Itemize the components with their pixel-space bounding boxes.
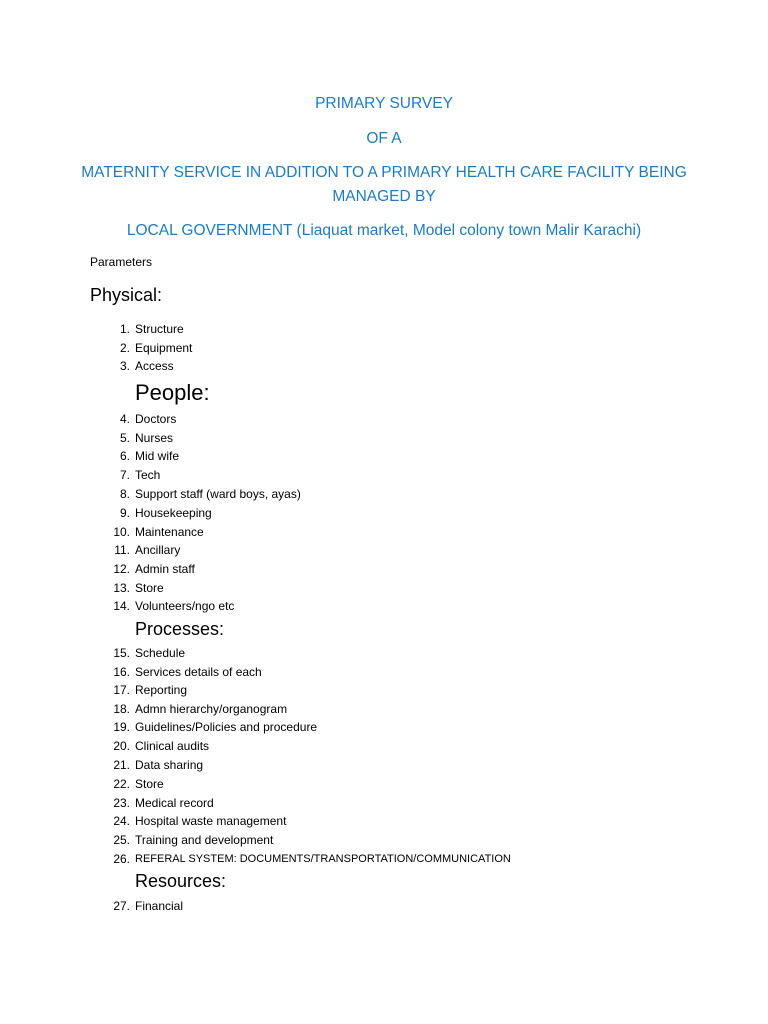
list-item-number: 9.	[119, 506, 130, 520]
list-item-text: Access	[135, 359, 174, 373]
list-item-text: Financial	[135, 899, 184, 913]
list-item-text: Training and development	[135, 833, 274, 847]
list-item-number: 8.	[119, 487, 130, 501]
section-heading-processes: Processes:	[135, 619, 225, 639]
list-item-number: 14.	[113, 599, 130, 613]
list-item-number: 24.	[113, 814, 130, 828]
list-item	[90, 447, 690, 465]
list-item-number: 11.	[114, 543, 130, 557]
list-item	[90, 541, 690, 559]
parameters-label: Parameters	[90, 255, 153, 269]
list-item-text: Mid wife	[135, 449, 180, 463]
list-item-text: Tech	[135, 468, 161, 482]
list-item	[90, 700, 690, 718]
list-item	[90, 410, 690, 428]
list-item	[90, 737, 690, 755]
list-item-number: 27.	[113, 899, 130, 913]
list-item	[90, 523, 690, 541]
list-item	[90, 320, 690, 338]
list-item-text: Admn hierarchy/organogram	[135, 702, 288, 716]
list-item-text: Equipment	[135, 341, 193, 355]
list-item-number: 10.	[113, 525, 130, 539]
list-item-number: 17.	[113, 683, 130, 697]
list-item-text: Support staff (ward boys, ayas)	[135, 487, 301, 501]
list-item-number: 2.	[119, 341, 130, 355]
list-item	[90, 812, 690, 830]
list-item-text: Store	[135, 581, 164, 595]
list-item-number: 15.	[113, 646, 130, 660]
list-item-number: 3.	[119, 359, 130, 373]
list-item-text: Store	[135, 777, 164, 791]
list-item-number: 13.	[113, 581, 130, 595]
list-item-text: Guidelines/Policies and procedure	[135, 720, 318, 734]
list-item	[90, 718, 690, 736]
list-item-number: 18.	[113, 702, 130, 716]
list-item	[90, 644, 690, 662]
list-item-number: 22.	[113, 777, 130, 791]
list-item	[90, 897, 690, 915]
list-item-number: 19.	[113, 720, 130, 734]
list-item-text: Volunteers/ngo etc	[135, 599, 235, 613]
list-item	[90, 756, 690, 774]
list-item-number: 20.	[113, 739, 130, 753]
list-item-text: Housekeeping	[135, 506, 212, 520]
list-item	[90, 429, 690, 447]
list-item-number: 4.	[119, 412, 130, 426]
list-item-text: Medical record	[135, 796, 214, 810]
list-item	[90, 466, 690, 484]
list-item-text: REFERAL SYSTEM: DOCUMENTS/TRANSPORTATION/COMMUNICATION	[135, 853, 511, 865]
list-item-text: Data sharing	[135, 758, 204, 772]
list-item-text: Ancillary	[135, 543, 181, 557]
list-item-number: 26.	[113, 852, 130, 866]
survey-subtitle-of-a: OF A	[366, 130, 402, 147]
list-item-text: Reporting	[135, 683, 188, 697]
section-heading-people: People:	[135, 380, 210, 405]
list-item-number: 23.	[113, 796, 130, 810]
list-item	[90, 597, 690, 615]
list-item	[90, 681, 690, 699]
list-item	[90, 560, 690, 578]
list-item	[90, 485, 690, 503]
section-heading-physical: Physical:	[90, 285, 163, 305]
list-item-text: Schedule	[135, 646, 186, 660]
list-item	[90, 850, 690, 868]
list-item-text: Services details of each	[135, 665, 262, 679]
list-item-number: 16.	[113, 665, 130, 679]
list-item-number: 12.	[113, 562, 130, 576]
list-item	[90, 663, 690, 681]
list-item-number: 7.	[119, 468, 130, 482]
list-item	[90, 339, 690, 357]
list-item	[90, 504, 690, 522]
survey-subject-line-continued: MANAGED BY	[332, 188, 436, 205]
list-item-text: Nurses	[135, 431, 174, 445]
list-item-number: 5.	[119, 431, 130, 445]
list-item-text: Maintenance	[135, 525, 204, 539]
list-item	[90, 579, 690, 597]
list-item-text: Hospital waste management	[135, 814, 287, 828]
list-item-number: 1.	[119, 322, 130, 336]
list-item	[90, 794, 690, 812]
list-item-text: Clinical audits	[135, 739, 210, 753]
survey-title: PRIMARY SURVEY	[315, 95, 453, 112]
list-item-text: Doctors	[135, 412, 177, 426]
survey-authority-line: LOCAL GOVERNMENT (Liaquat market, Model colony town Malir Karachi)	[126, 222, 642, 239]
list-item-number: 21.	[113, 758, 130, 772]
list-item	[90, 775, 690, 793]
survey-subject-line: MATERNITY SERVICE IN ADDITION TO A PRIMARY HEALTH CARE FACILITY BEING	[81, 164, 687, 181]
list-item-text: Structure	[135, 322, 184, 336]
list-item-text: Admin staff	[135, 562, 195, 576]
list-item-number: 25.	[113, 833, 130, 847]
section-heading-resources: Resources:	[135, 871, 227, 891]
list-item	[90, 831, 690, 849]
list-item-number: 6.	[119, 449, 130, 463]
list-item	[90, 357, 690, 375]
